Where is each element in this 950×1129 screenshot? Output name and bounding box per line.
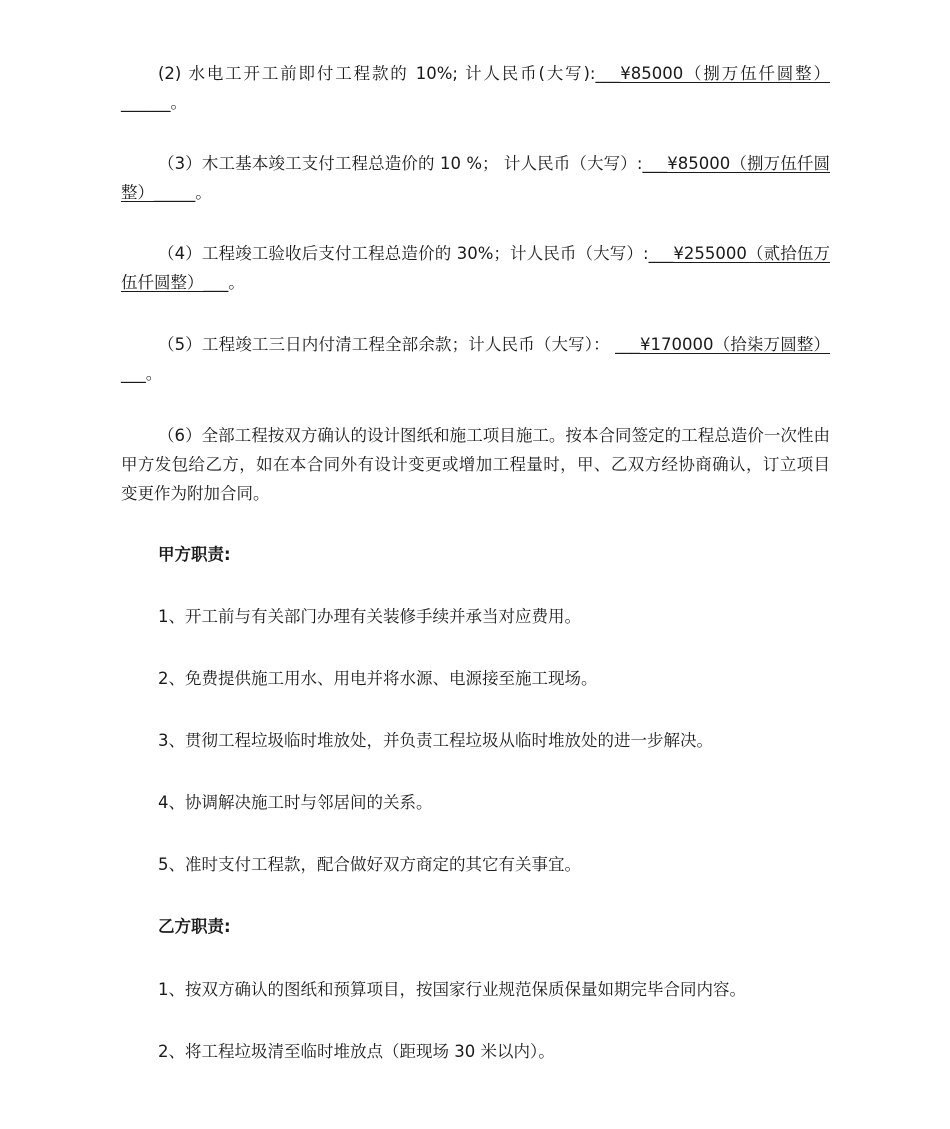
payment-clause-2 <box>121 59 830 117</box>
party-b-item: 2、将工程垃圾清至临时堆放点（距现场 30 米以内）。 <box>158 1042 555 1061</box>
party-b-heading: 乙方职责: <box>158 917 231 936</box>
payment-blank: _____ <box>129 93 171 112</box>
payment-amount: ___¥85000（捌万伍仟圆整）_ <box>121 64 830 112</box>
payment-amount: ___¥255000（贰拾伍万伍仟圆整） <box>121 244 830 292</box>
payment-end: 。 <box>228 273 245 292</box>
party-a-heading: 甲方职责: <box>158 545 231 564</box>
payment-clause-4 <box>121 239 830 297</box>
payment-text: （4）工程竣工验收后支付工程总造价的 30%；计人民币（大写）: <box>158 244 649 263</box>
payment-end: 。 <box>170 93 187 112</box>
payment-end: 。 <box>145 364 163 383</box>
payment-text: （3）木工基本竣工支付工程总造价的 10 %； 计人民币（大写）: <box>158 154 643 173</box>
party-a-item: 1、开工前与有关部门办理有关装修手续并承当对应费用。 <box>158 607 581 626</box>
payment-amount: ___¥170000（拾柒万圆整） <box>615 335 830 354</box>
party-a-item: 3、贯彻工程垃圾临时堆放处，并负责工程垃圾从临时堆放处的进一步解决。 <box>158 731 713 750</box>
payment-text: （5）工程竣工三日内付清工程全部余款；计人民币（大写）： <box>158 335 616 354</box>
payment-amount: ___¥85000（捌万伍仟圆整） <box>121 154 830 202</box>
payment-blank: ___ <box>121 364 146 383</box>
payment-text: (2) 水电工开工前即付工程款的 10%; 计人民币(大写): <box>158 64 596 83</box>
party-a-item: 2、免费提供施工用水、用电并将水源、电源接至施工现场。 <box>158 669 598 688</box>
payment-blank: ___ <box>203 273 229 292</box>
payment-clause-5 <box>121 330 830 388</box>
party-b-item: 1、按双方确认的图纸和预算项目，按国家行业规范保质保量如期完毕合同内容。 <box>158 980 746 999</box>
payment-end: 。 <box>195 183 212 202</box>
payment-clause-3 <box>121 149 830 207</box>
clause-6: （6）全部工程按双方确认的设计图纸和施工项目施工。按本合同签定的工程总造价一次性由甲方发包给乙方，如在本合同外有设计变更或增加工程量时，甲、乙双方经协商确认，订立项目变更作为附加合同。 <box>121 426 830 503</box>
party-a-item: 4、协调解决施工时与邻居间的关系。 <box>158 793 433 812</box>
party-a-item: 5、准时支付工程款，配合做好双方商定的其它有关事宜。 <box>158 855 581 874</box>
payment-blank: _____ <box>154 183 196 202</box>
